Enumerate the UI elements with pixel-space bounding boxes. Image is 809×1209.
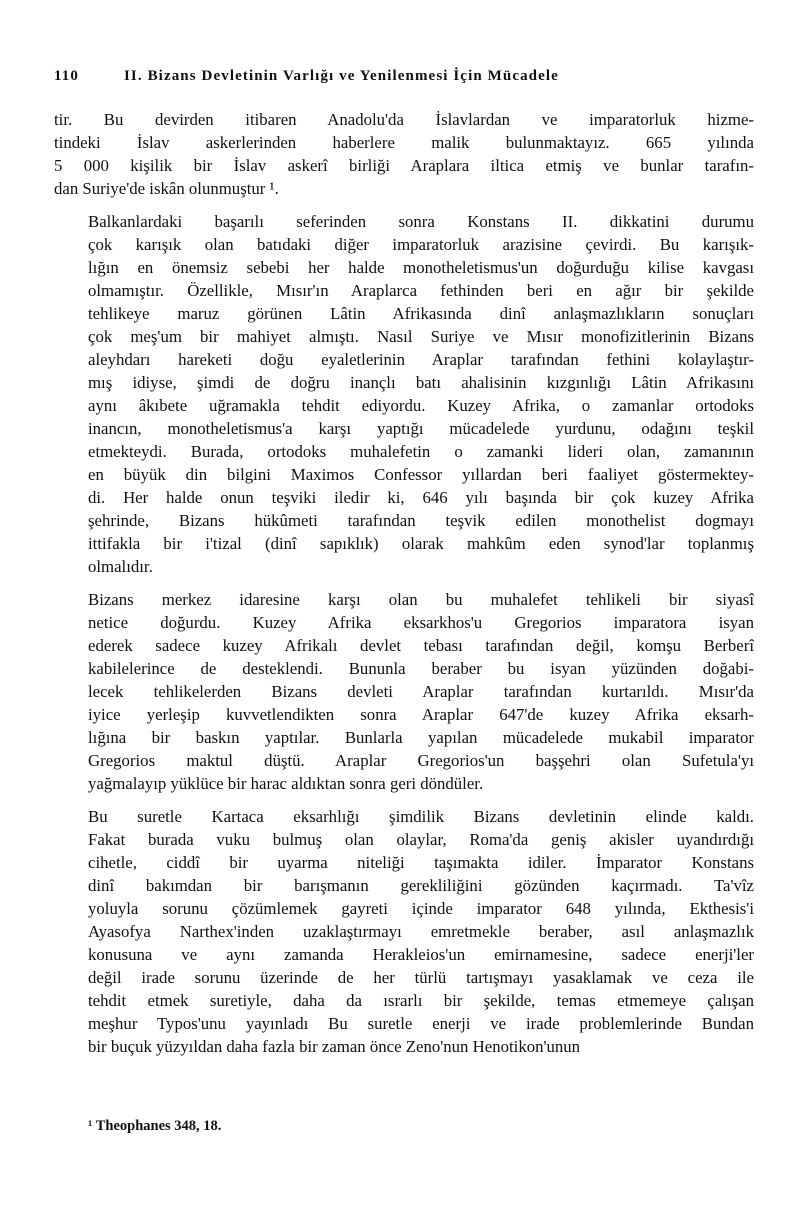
footnote: ¹ Theophanes 348, 18. [88,1118,222,1134]
text-line: kabilelerince de desteklendi. Bununla beraber bu isyan yüzünden doğabi- [88,659,754,678]
page-header [54,68,754,85]
text-line: Ayasofya Narthex'inden uzaklaştırmayı emretmekle beraber, asıl anlaşmazlık [88,922,754,941]
text-line: bir buçuk yüzyıldan daha fazla bir zaman önce Zeno'nun Henotikon'unun [88,1037,581,1056]
text-line: lığın en önemsiz sebebi her halde monotheletismus'un doğurduğu kilise kavgası [88,258,754,277]
text-line: olmalıdır. [88,557,153,576]
text-line: çok meş'um bir mahiyet almıştı. Nasıl Suriye ve Mısır monofizitlerinin Bizans [88,327,754,346]
text-line: dinî bakımdan bir barışmanın gerekliliğini gözünden kaçırmadı. Ta'vîz [88,876,754,895]
text-line: Balkanlardaki başarılı seferinden sonra Konstans II. dikkatini durumu [88,212,754,231]
paragraph [54,805,754,1058]
paragraph [54,588,754,795]
body-text [54,108,754,1058]
text-line: Bizans merkez idaresine karşı olan bu muhalefet tehlikeli bir siyasî [88,590,754,609]
text-line: tehlikeye maruz görünen Lâtin Afrikasında dinî anlaşmazlıkların sonuçları [88,304,754,323]
text-line: di. Her halde onun teşviki iledir ki, 646 yılı başında bir çok kuzey Afrika [88,488,754,507]
text-line: tindeki İslav askerlerinden haberlere malik bulunmaktayız. 665 yılında [54,133,754,152]
text-line: tehdit etmek suretiyle, daha da ısrarlı bir şekilde, temas etmemeye çalışan [88,991,754,1010]
text-line: yağmalayıp yüklüce bir harac aldıktan sonra geri döndüler. [88,774,484,793]
text-line: tir. Bu devirden itibaren Anadolu'da İslavlardan ve imparatorluk hizme- [54,110,754,129]
text-line: etmekteydi. Burada, ortodoks muhalefetin o zamanki lideri olan, zamanının [88,442,754,461]
text-line: en büyük din bilgini Maximos Confessor yıllardan beri faaliyet göstermektey- [88,465,754,484]
text-line: meşhur Typos'unu yayınladı Bu suretle enerji ve irade problemlerinde Bundan [88,1014,754,1033]
text-line: Gregorios maktul düştü. Araplar Gregorios'un başşehri olan Sufetula'yı [88,751,754,770]
running-title: II. Bizans Devletinin Varlığı ve Yenilenmesi İçin Mücadele [124,68,559,84]
text-line: dan Suriye'de iskân olunmuştur ¹. [54,179,279,198]
paragraph [54,108,754,200]
text-line: netice doğurdu. Kuzey Afrika eksarkhos'u Gregorios imparatora isyan [88,613,754,632]
text-line: olmamıştır. Özellikle, Mısır'ın Araplarca fethinden beri en ağır bir şekilde [88,281,754,300]
text-line: aynı âkıbete uğramakla tehdit ediyordu. Kuzey Afrika, o zamanlar ortodoks [88,396,754,415]
paragraph [54,210,754,578]
text-line: inancın, monotheletismus'a karşı yaptığı mücadelede yurdunu, odağını teşkil [88,419,754,438]
text-line: cihetle, ciddî bir uyarma niteliği taşımakta idiler. İmparator Konstans [88,853,754,872]
text-line: Fakat burada vuku bulmuş olan olaylar, Roma'da geniş akisler uyandırdığı [88,830,754,849]
page-number: 110 [54,68,79,84]
text-line: konusuna ve aynı zamanda Herakleios'un emirnamesine, sadece enerji'ler [88,945,754,964]
text-line: lığına bir baskın yaptılar. Bunlarla yapılan mücadelede mukabil imparator [88,728,754,747]
text-line: aleyhdarı hareketi doğu eyaletlerinin Araplar tarafından fethini kolaylaştır- [88,350,754,369]
text-line: ittifakla bir i'tizal (dinî sapıklık) olarak mahkûm eden synod'lar toplanmış [88,534,754,553]
text-line: çok karışık olan batıdaki diğer imparatorluk arazisine çevirdi. Bu karışık- [88,235,754,254]
text-line: yoluyla sorunu çözümlemek gayreti içinde imparator 648 yılında, Ekthesis'i [88,899,754,918]
text-line: şehrinde, Bizans hükûmeti tarafından teşvik edilen monothelist dogmayı [88,511,754,530]
text-line: lecek tehlikelerden Bizans devleti Araplar tarafından kurtarıldı. Mısır'da [88,682,754,701]
text-line: ederek sadece kuzey Afrikalı devlet tebası tarafından değil, komşu Berberî [88,636,754,655]
text-line: 5 000 kişilik bir İslav askerî birliği Araplara iltica etmiş ve bunlar tarafın- [54,156,754,175]
text-line: değil irade sorunu üzerinde de her türlü tartışmayı yasaklamak ve ceza ile [88,968,754,987]
text-line: iyice yerleşip kuvvetlendikten sonra Araplar 647'de kuzey Afrika eksarh- [88,705,754,724]
text-line: mış idiyse, şimdi de doğru inançlı batı ahalisinin kızgınlığı Lâtin Afrikasını [88,373,754,392]
text-line: Bu suretle Kartaca eksarhlığı şimdilik Bizans devletinin elinde kaldı. [88,807,754,826]
